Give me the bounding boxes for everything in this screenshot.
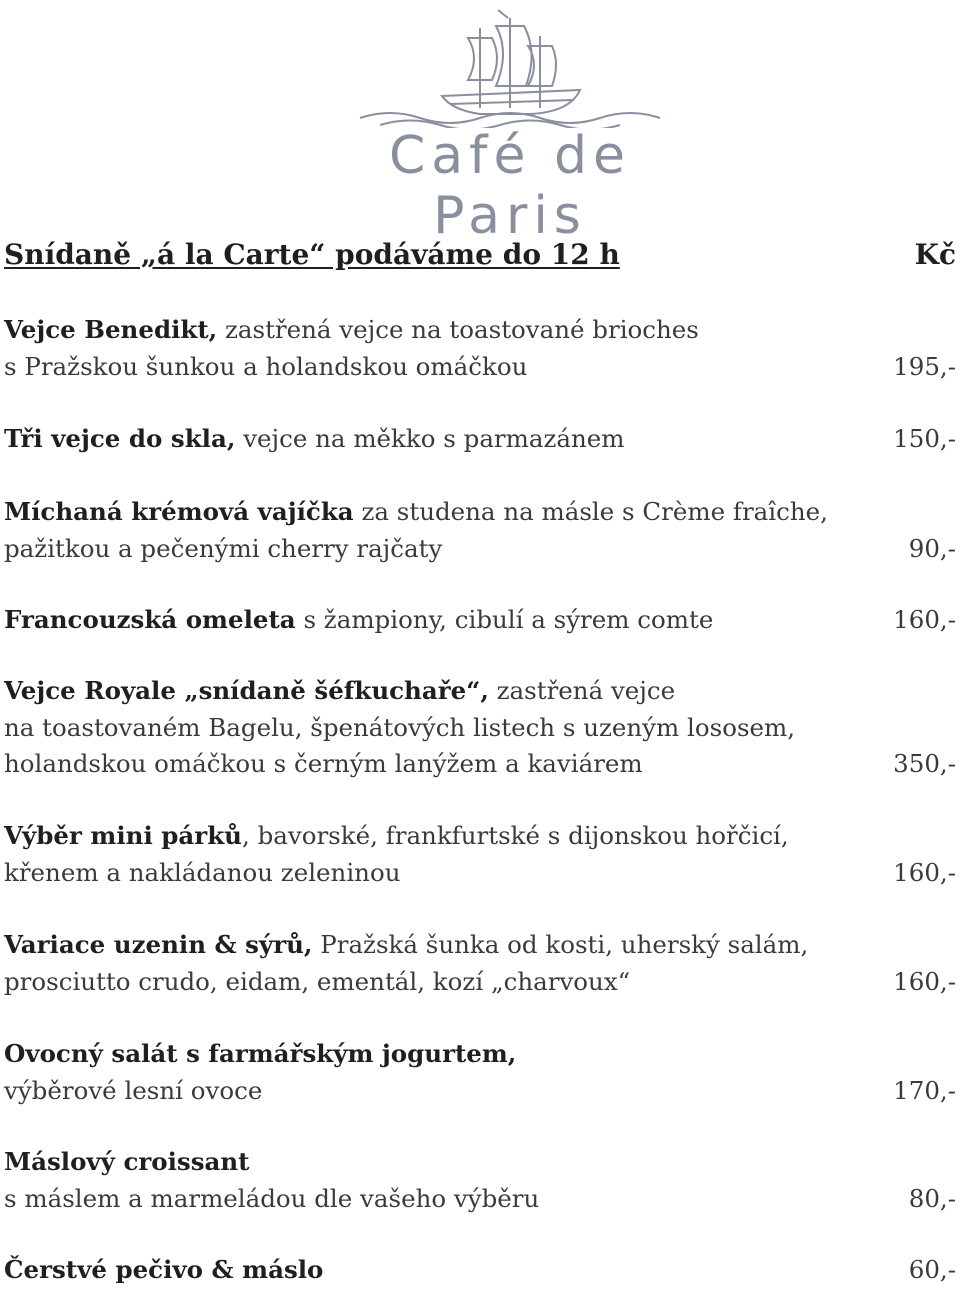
item-name: Tři vejce do skla, xyxy=(4,424,236,453)
currency-label: Kč xyxy=(914,238,956,271)
item-description: křenem a nakládanou zeleninou xyxy=(4,857,401,887)
item-price: 160,- xyxy=(893,857,956,887)
item-description: Pražská šunka od kosti, uherský salám, xyxy=(312,930,809,959)
item-description: zastřená vejce na toastované brioches xyxy=(217,315,699,344)
item-price: 90,- xyxy=(908,533,956,563)
item-price: 170,- xyxy=(893,1075,956,1105)
item-description: , bavorské, frankfurtské s dijonskou hořčicí, xyxy=(242,821,789,850)
item-description: s žampiony, cibulí a sýrem comte xyxy=(295,605,714,634)
item-price: 195,- xyxy=(893,351,956,381)
item-price: 160,- xyxy=(893,605,956,634)
logo-wordmark: Café de Paris xyxy=(388,126,631,246)
sailing-ship-icon xyxy=(330,8,690,128)
item-description: holandskou omáčkou s černým lanýžem a kaviárem xyxy=(4,749,643,778)
item-description: pažitkou a pečenými cherry rajčaty xyxy=(4,533,443,563)
item-price: 60,- xyxy=(908,1255,956,1284)
section-title: Snídaně „á la Carte“ podáváme do 12 h xyxy=(4,238,620,271)
item-name: Máslový croissant xyxy=(4,1147,250,1176)
cafe-de-paris-logo xyxy=(330,8,690,246)
menu-heading xyxy=(4,238,956,278)
menu-item-variace-uzenin xyxy=(4,927,956,1000)
item-description: zastřená vejce xyxy=(488,676,676,705)
item-name: Výběr mini párků xyxy=(4,821,242,850)
item-description: prosciutto crudo, eidam, ementál, kozí „charvoux“ xyxy=(4,966,631,996)
item-description: s Pražskou šunkou a holandskou omáčkou xyxy=(4,351,528,381)
item-name: Francouzská omeleta xyxy=(4,605,296,634)
item-name: Ovocný salát s farmářským jogurtem, xyxy=(4,1039,517,1068)
item-description: vejce na měkko s parmazánem xyxy=(235,424,625,453)
item-name: Variace uzenin & sýrů, xyxy=(4,930,313,959)
item-description: s máslem a marmeládou dle vašeho výběru xyxy=(4,1183,540,1213)
item-price: 160,- xyxy=(893,966,956,996)
item-description: za studena na másle s Crème fraîche, xyxy=(353,497,828,526)
item-price: 350,- xyxy=(893,749,956,778)
menu-item-ovocny-salat xyxy=(4,1036,956,1109)
menu-item-mini-parky xyxy=(4,818,956,891)
menu-item-croissant xyxy=(4,1144,956,1217)
item-price: 80,- xyxy=(908,1183,956,1213)
item-description: na toastovaném Bagelu, špenátových listech s uzeným lososem, xyxy=(4,712,796,742)
menu-item-omeleta xyxy=(4,602,956,639)
item-description: výběrové lesní ovoce xyxy=(4,1075,263,1105)
menu-item-vejce-royale xyxy=(4,673,956,783)
item-price: 150,- xyxy=(893,424,956,453)
item-name: Vejce Royale „snídaně šéfkuchaře“, xyxy=(4,676,489,705)
item-name: Míchaná krémová vajíčka xyxy=(4,497,354,526)
menu-item-michana-vajicka xyxy=(4,494,956,567)
menu-item-pecivo xyxy=(4,1252,956,1289)
menu-item-tri-vejce xyxy=(4,421,956,458)
item-name: Vejce Benedikt, xyxy=(4,315,218,344)
item-name: Čerstvé pečivo & máslo xyxy=(4,1255,324,1284)
menu-item-vejce-benedikt xyxy=(4,312,956,385)
